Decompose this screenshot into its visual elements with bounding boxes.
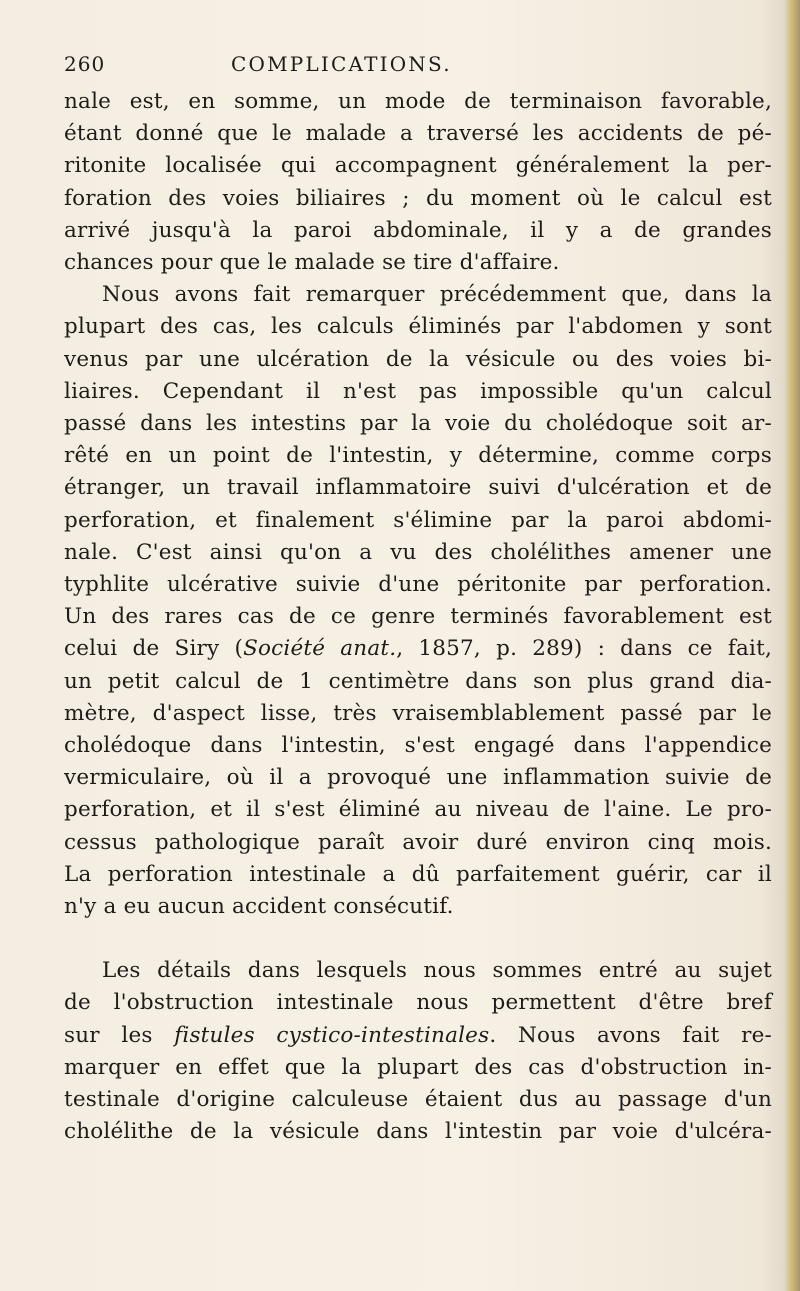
text-line: nale est, en somme, un mode de terminaison favorable,: [64, 89, 772, 114]
paragraph-3: [64, 955, 772, 1148]
emphasis-prefix: sur les: [64, 1022, 175, 1048]
text-line: Un des rares cas de ce genre terminés favorablement est: [64, 604, 772, 630]
text-line: liaires. Cependant il n'est pas impossible qu'un calcul: [64, 378, 772, 404]
text-line: ritonite localisée qui accompagnent généralement la per-: [64, 153, 772, 179]
text-line: un petit calcul de 1 centimètre dans son plus grand dia-: [64, 668, 772, 694]
text-line: mètre, d'aspect lisse, très vraisemblablement passé par le: [64, 700, 772, 726]
text-line-citation: [64, 633, 772, 665]
text-line: typhlite ulcérative suivie d'une péritonite par perforation.: [64, 572, 772, 598]
emphasis-term: fistules cystico-intestinales: [174, 1022, 490, 1048]
text-line: venus par une ulcération de la vésicule ou des voies bi-: [64, 346, 772, 372]
text-line: testinale d'origine calculeuse étaient dus au passage d'un: [64, 1087, 772, 1113]
text-line: perforation, et finalement s'élimine par la paroi abdomi-: [64, 507, 772, 533]
text-line: cessus pathologique paraît avoir duré environ cinq mois.: [64, 829, 772, 855]
citation-journal: Société anat.: [243, 636, 397, 662]
text-line: n'y a eu aucun accident consécutif.: [64, 894, 454, 920]
text-line: cholélithe de la vésicule dans l'intestin par voie d'ulcéra-: [64, 1119, 772, 1145]
text-line: Nous avons fait remarquer précédemment que, dans la: [102, 282, 772, 308]
body-text: [64, 86, 772, 1149]
page-header: [64, 52, 764, 82]
text-line: de l'obstruction intestinale nous permettent d'être bref: [64, 990, 772, 1016]
paragraph-1: [64, 86, 772, 279]
page-number: 260: [64, 52, 106, 76]
text-line: Les détails dans lesquels nous sommes entré au sujet: [102, 958, 772, 984]
page-edge-shadow: [784, 0, 800, 1291]
text-line-emphasis: [64, 1020, 772, 1052]
running-title: COMPLICATIONS.: [231, 52, 452, 76]
text-line: étranger, un travail inflammatoire suivi d'ulcération et de: [64, 475, 772, 501]
text-line: arrivé jusqu'à la paroi abdominale, il y a de grandes: [64, 217, 772, 243]
text-line: vermiculaire, où il a provoqué une inflammation suivie de: [64, 765, 772, 791]
citation-suffix: , 1857, p. 289) : dans ce fait,: [396, 636, 772, 662]
paragraph-2: [64, 279, 772, 923]
text-line: marquer en effet que la plupart des cas d'obstruction in-: [64, 1054, 772, 1080]
text-line: rêté en un point de l'intestin, y détermine, comme corps: [64, 443, 772, 469]
citation-prefix: celui de Siry (: [64, 636, 244, 662]
text-line: perforation, et il s'est éliminé au niveau de l'aine. Le pro-: [64, 797, 772, 823]
text-line: foration des voies biliaires ; du moment où le calcul est: [64, 185, 772, 211]
text-line: plupart des cas, les calculs éliminés par l'abdomen y sont: [64, 314, 772, 340]
text-line: nale. C'est ainsi qu'on a vu des cholélithes amener une: [64, 539, 772, 565]
text-line: étant donné que le malade a traversé les accidents de pé-: [64, 121, 772, 147]
paragraph-gap: [64, 923, 772, 955]
text-line: passé dans les intestins par la voie du cholédoque soit ar-: [64, 411, 772, 437]
text-line: cholédoque dans l'intestin, s'est engagé dans l'appendice: [64, 733, 772, 759]
text-line: chances pour que le malade se tire d'affaire.: [64, 250, 560, 276]
text-line: La perforation intestinale a dû parfaitement guérir, car il: [64, 861, 772, 887]
emphasis-suffix: . Nous avons fait re-: [489, 1022, 773, 1048]
